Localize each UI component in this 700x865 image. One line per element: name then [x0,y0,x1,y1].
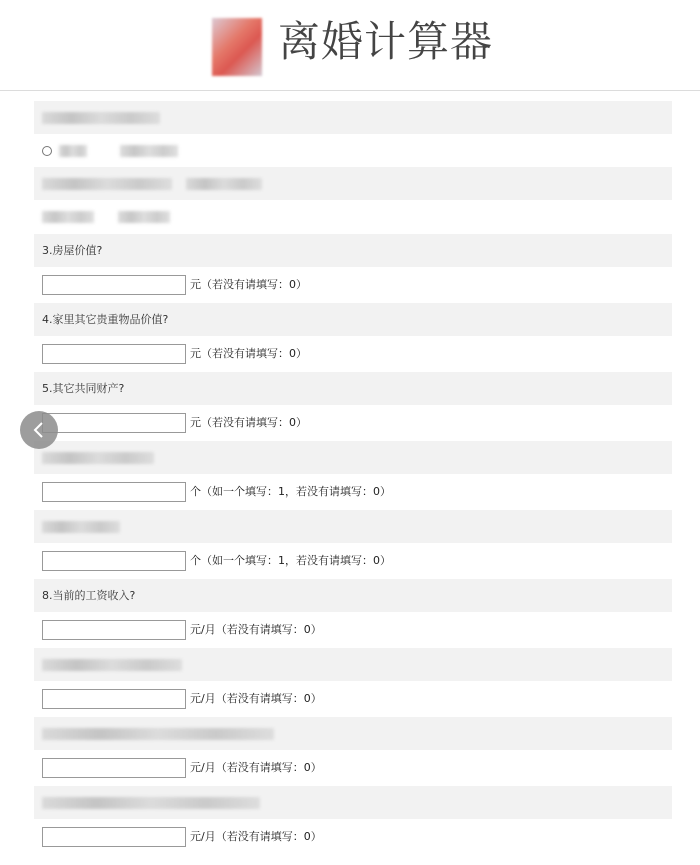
unit-label: 元（若没有请填写：0） [190,278,307,291]
blurred-text [42,178,172,190]
unit-label: 个（如一个填写：1，若没有请填写：0） [190,554,391,567]
house-value-input[interactable] [42,275,186,295]
question-9-input[interactable] [42,689,186,709]
blurred-text [120,145,178,157]
unit-label: 元/月（若没有请填写：0） [190,830,322,843]
question-4-label: 4.家里其它贵重物品价值? [34,303,672,336]
question-5-label: 5.其它共同财产? [34,372,672,405]
question-8-label: 8.当前的工资收入? [34,579,672,612]
question-1-options [34,134,672,167]
question-7-input[interactable] [42,551,186,571]
blurred-text [42,659,182,671]
question-3-answer [34,267,672,303]
page-header [0,0,700,91]
question-7-label [34,510,672,543]
blurred-text [42,211,94,223]
unit-label: 元（若没有请填写：0） [190,347,307,360]
question-7-answer [34,543,672,579]
question-10-label [34,717,672,750]
question-8-answer [34,612,672,648]
question-10-answer [34,750,672,786]
chevron-left-icon [31,421,47,439]
question-5-answer [34,405,672,441]
blurred-text [42,797,260,809]
question-1-label [34,101,672,134]
valuables-input[interactable] [42,344,186,364]
salary-input[interactable] [42,620,186,640]
unit-label: 元/月（若没有请填写：0） [190,623,322,636]
question-2-options [34,200,672,234]
other-property-input[interactable] [42,413,186,433]
question-11-answer [34,819,672,855]
back-button[interactable] [20,411,58,449]
blurred-text [42,521,120,533]
question-11-label [34,786,672,819]
blurred-text [59,145,87,157]
blurred-text [42,452,154,464]
question-11-input[interactable] [42,827,186,847]
question-6-answer [34,474,672,510]
blurred-text [118,211,170,223]
unit-label: 元（若没有请填写：0） [190,416,307,429]
question-2-label [34,167,672,200]
question-9-label [34,648,672,681]
page-title: 离婚计算器 [278,17,494,66]
question-10-input[interactable] [42,758,186,778]
app-logo-icon [212,18,262,76]
blurred-text [42,728,274,740]
question-6-label [34,441,672,474]
unit-label: 元/月（若没有请填写：0） [190,692,322,705]
question-9-answer [34,681,672,717]
radio-option[interactable] [42,146,52,156]
unit-label: 元/月（若没有请填写：0） [190,761,322,774]
question-4-answer [34,336,672,372]
unit-label: 个（如一个填写：1，若没有请填写：0） [190,485,391,498]
question-6-input[interactable] [42,482,186,502]
blurred-text [42,112,160,124]
blurred-text [186,178,262,190]
question-3-label: 3.房屋价值? [34,234,672,267]
